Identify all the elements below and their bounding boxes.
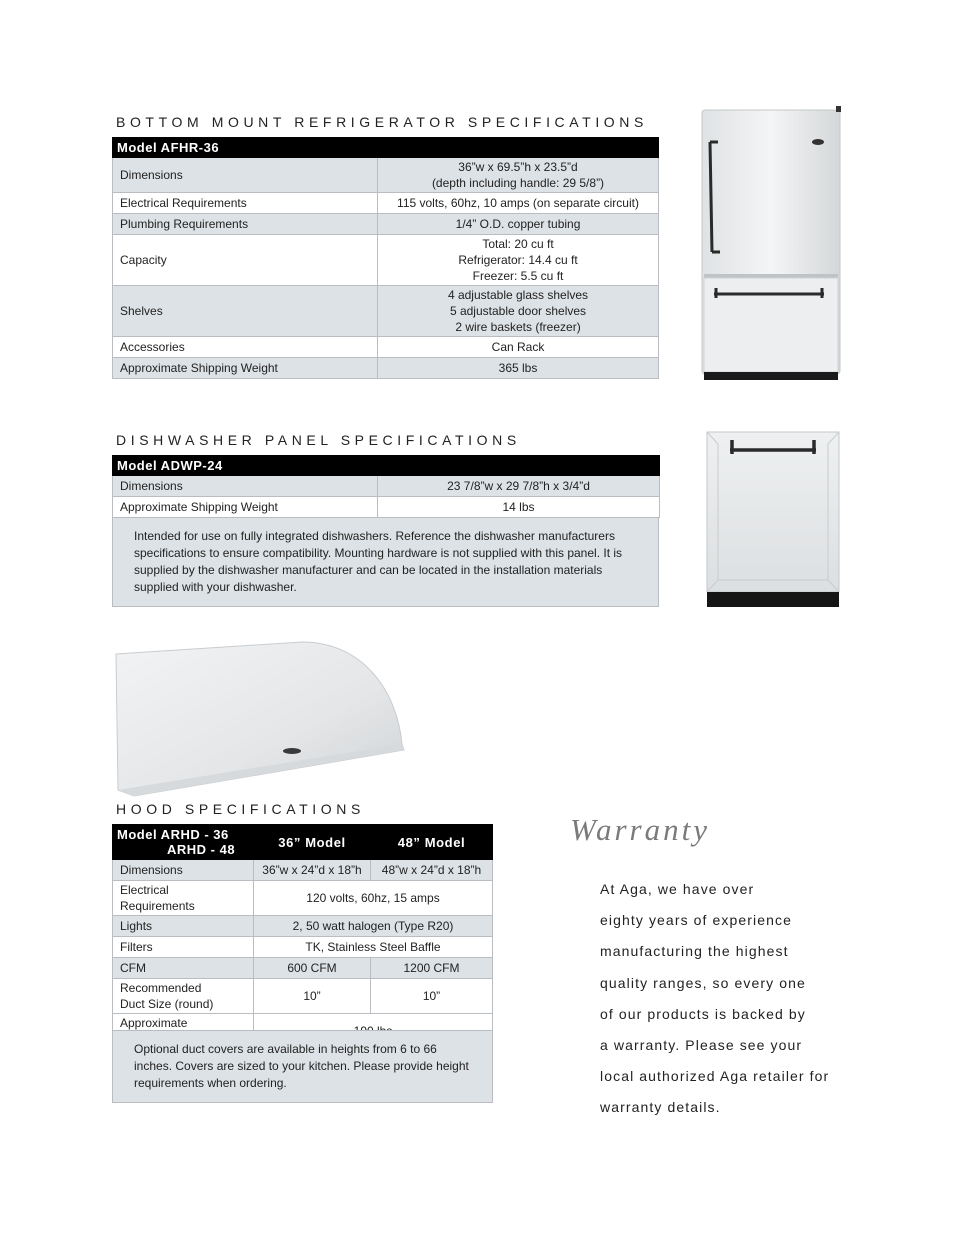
fridge-row-value: 115 volts, 60hz, 10 amps (on separate circuit) [378,193,659,214]
hood-row-value-36: 10” [254,979,371,1014]
hood-row-value-48: 48”w x 24”d x 18”h [371,860,493,881]
fridge-row-label: Approximate Shipping Weight [113,358,378,379]
hood-spec-table [112,824,493,1049]
warranty-line: warranty details. [600,1099,721,1116]
warranty-line: manufacturing the highest [600,943,789,960]
hood-row-label: Recommended Duct Size (round) [113,979,254,1014]
fridge-row-label: Capacity [113,235,378,286]
hood-row-value-48: 1200 CFM [371,958,493,979]
dishwasher-note: Intended for use on fully integrated dishwashers. Reference the dishwasher manufacturers specifications to ensure compatibility. Mounting hardware is not supplied with this panel. It is supplied by the dishwasher manufacturer and can be located in the installation materials supplied with your dishwasher. [112,517,659,607]
hood-row-label: Dimensions [113,860,254,881]
warranty-line: quality ranges, so every one [600,974,806,991]
warranty-title: Warranty [570,812,710,847]
dishwasher-model-header: Model ADWP-24 [113,456,660,476]
hood-col-36-header: 36” Model [254,825,371,860]
fridge-section-title: BOTTOM MOUNT REFRIGERATOR SPECIFICATIONS [116,114,648,130]
fridge-row-label: Electrical Requirements [113,193,378,214]
fridge-spec-table [112,137,659,379]
range-hood-image [112,640,407,800]
dishwasher-section-title: DISHWASHER PANEL SPECIFICATIONS [116,432,521,448]
dishwasher-spec-table [112,455,660,518]
hood-row-value-48: 10” [371,979,493,1014]
fridge-row-label: Accessories [113,337,378,358]
hood-row-label: CFM [113,958,254,979]
warranty-line: of our products is backed by [600,1005,806,1022]
fridge-row-value: 36”w x 69.5”h x 23.5”d (depth including handle: 29 5/8”) [378,158,659,193]
dishwasher-row-value: 14 lbs [378,497,660,518]
dishwasher-panel-image [704,430,842,610]
warranty-line: a warranty. Please see your [600,1037,803,1054]
warranty-line: eighty years of experience [600,912,793,929]
hood-note: Optional duct covers are available in heights from 6 to 66 inches. Covers are sized to your kitchen. Please provide height requirements when ordering. [112,1030,493,1103]
warranty-line: local authorized Aga retailer for [600,1068,830,1085]
hood-col-48-header: 48” Model [371,825,493,860]
fridge-row-label: Dimensions [113,158,378,193]
hood-row-value-36: 36”w x 24”d x 18”h [254,860,371,881]
hood-row-value: 2, 50 watt halogen (Type R20) [254,916,493,937]
refrigerator-image [698,104,844,384]
fridge-row-value: Can Rack [378,337,659,358]
fridge-row-value: 1/4” O.D. copper tubing [378,214,659,235]
hood-row-label: Lights [113,916,254,937]
hood-row-label: Filters [113,937,254,958]
dishwasher-row-label: Dimensions [113,476,378,497]
fridge-row-value: 365 lbs [378,358,659,379]
fridge-model-header: Model AFHR-36 [113,138,659,158]
hood-row-value-36: 600 CFM [254,958,371,979]
fridge-row-label: Shelves [113,286,378,337]
warranty-line: At Aga, we have over [600,881,755,897]
hood-model-header: Model ARHD - 36 ARHD - 48 [113,825,254,860]
hood-row-value: 120 volts, 60hz, 15 amps [254,881,493,916]
hood-row-label: Approximate [113,1014,254,1049]
fridge-row-value: Total: 20 cu ft Refrigerator: 14.4 cu ft Freezer: 5.5 cu ft [378,235,659,286]
hood-section-title: HOOD SPECIFICATIONS [116,801,365,817]
warranty-body [600,874,870,1124]
fridge-row-label: Plumbing Requirements [113,214,378,235]
hood-row-value: TK, Stainless Steel Baffle [254,937,493,958]
fridge-row-value: 4 adjustable glass shelves 5 adjustable door shelves 2 wire baskets (freezer) [378,286,659,337]
dishwasher-row-value: 23 7/8”w x 29 7/8”h x 3/4”d [378,476,660,497]
hood-row-label: Electrical Requirements [113,881,254,916]
dishwasher-row-label: Approximate Shipping Weight [113,497,378,518]
